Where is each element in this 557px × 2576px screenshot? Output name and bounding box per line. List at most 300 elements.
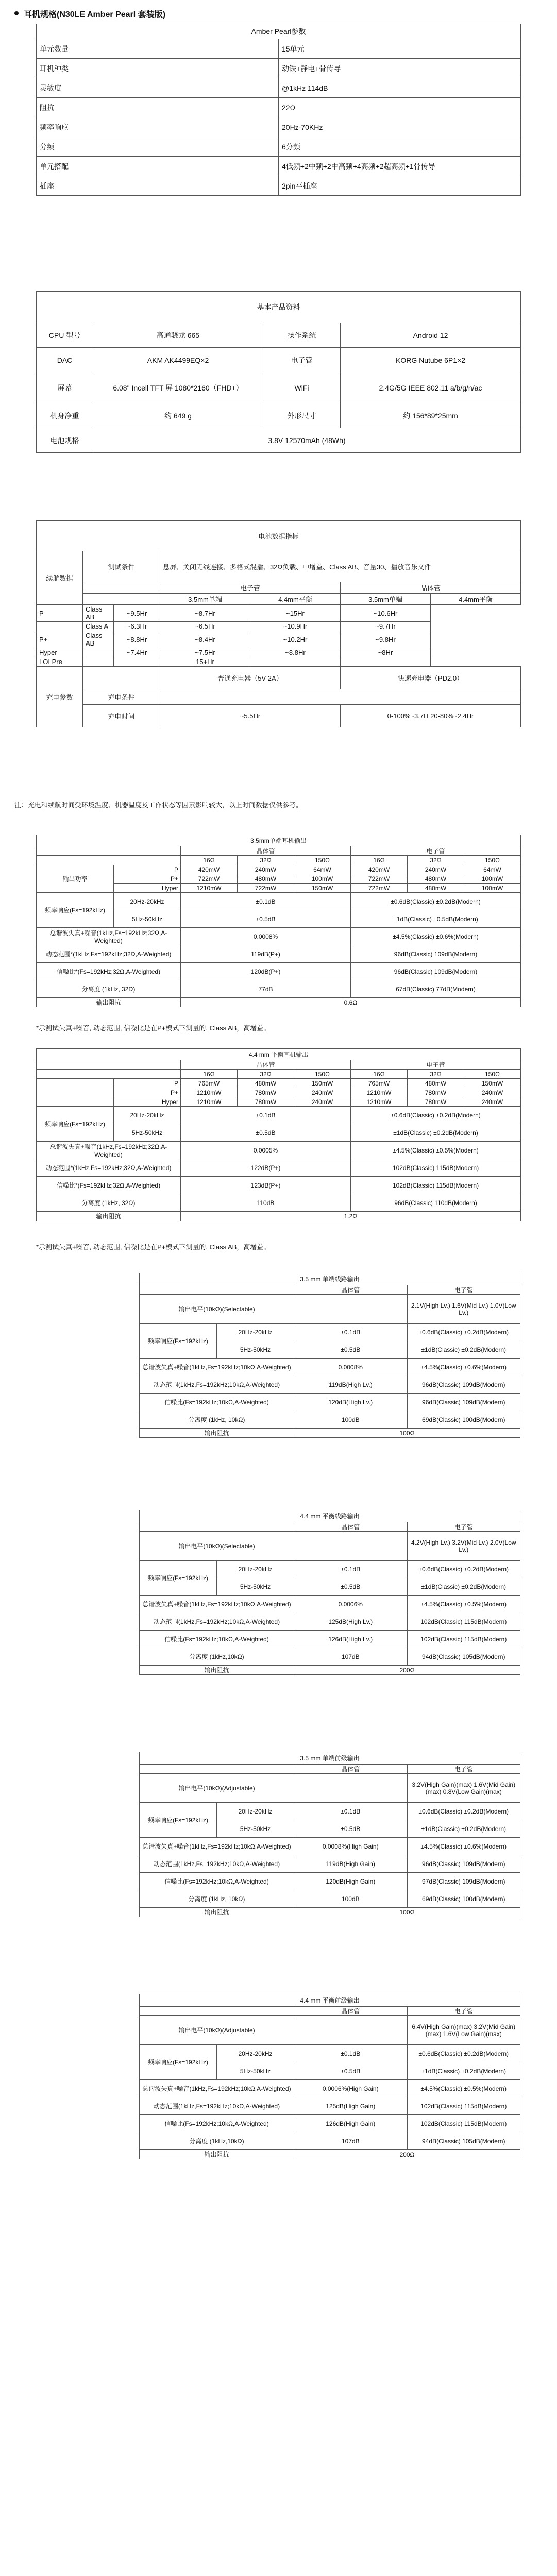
cell: 5Hz-50kHz: [217, 2062, 294, 2080]
cell: ~6.5Hr: [160, 622, 250, 631]
cell: 频率响应(Fs=192kHz): [140, 1561, 217, 1596]
cell: 100Ω: [294, 1908, 520, 1917]
cell: 125dB(High Lv.): [294, 1613, 408, 1631]
cell: 0.0008%: [181, 928, 351, 945]
cell: 780mW: [238, 1097, 294, 1107]
cell: 1210mW: [351, 1088, 408, 1097]
cell: 480mW: [408, 884, 464, 893]
page-header: [14, 7, 165, 20]
table-row: [37, 157, 521, 176]
cell: 64mW: [464, 865, 521, 874]
cell: ±0.5dB: [294, 2062, 408, 2080]
label: CPU 型号: [37, 323, 93, 348]
cell: 20Hz-20kHz: [114, 893, 181, 910]
cell: 240mW: [294, 1097, 351, 1107]
lo44-table: [139, 1510, 520, 1675]
cell: 动态范围*(1kHz,Fs=192kHz;32Ω,A-Weighted): [37, 1159, 181, 1177]
cell: 晶体管: [294, 1522, 408, 1532]
value: @1kHz 114dB: [279, 78, 521, 98]
cell: 电子管: [351, 1060, 521, 1070]
cell: 3.5mm单端耳机输出: [37, 835, 521, 846]
cell: 96dB(Classic) 109dB(Modern): [407, 1394, 520, 1411]
lo35-table: [139, 1273, 520, 1438]
cell: 765mW: [181, 1079, 238, 1088]
cell: 输出阻抗: [37, 1212, 181, 1221]
value: KORG Nutube 6P1×2: [341, 348, 521, 372]
cell: 16Ω: [181, 856, 238, 865]
cell: 总谐波失真+噪音(1kHz,Fs=192kHz;10kΩ,A-Weighted): [140, 1596, 294, 1613]
cell: 分离度 (1kHz, 32Ω): [37, 980, 181, 998]
cell: 110dB: [181, 1194, 351, 1212]
table-row: [37, 648, 521, 657]
cell: 晶体管: [294, 2007, 408, 2016]
cell: ~9.5Hr: [114, 605, 160, 622]
cell: 动态范围(1kHz,Fs=192kHz;10kΩ,A-Weighted): [140, 1855, 294, 1873]
value: 0-100%~3.7H 20-80%~2.4Hr: [341, 705, 521, 727]
cell: ±0.1dB: [294, 1803, 408, 1820]
cell: [294, 1532, 408, 1561]
cell: 722mW: [351, 884, 408, 893]
cell: 100mW: [294, 874, 351, 884]
cell: ±0.1dB: [294, 1324, 408, 1341]
label: 电池规格: [37, 428, 93, 453]
table-row: [37, 98, 521, 117]
cell: ±0.6dB(Classic) ±0.2dB(Modern): [407, 2045, 520, 2062]
cell: 150Ω: [294, 856, 351, 865]
label: 灵敏度: [37, 78, 279, 98]
label: 充电参数: [37, 667, 83, 727]
cell: 100dB: [294, 1890, 408, 1908]
cell: 输出电平(10kΩ)(Adjustable): [140, 1774, 294, 1803]
cell: ±0.6dB(Classic) ±0.2dB(Modern): [351, 1107, 521, 1124]
label: WiFi: [263, 372, 341, 403]
cell: 96dB(Classic) 109dB(Modern): [407, 1855, 520, 1873]
cell: ~8Hr: [341, 648, 431, 657]
cell: 分离度 (1kHz,10kΩ): [140, 2132, 294, 2150]
cell: 3.2V(High Gain)(max) 1.6V(Mid Gain)(max) 0.8V(Low Gain)(max): [407, 1774, 520, 1803]
table-row: [140, 1855, 520, 1873]
table-row: [140, 1429, 520, 1438]
cell: 6.4V(High Gain)(max) 3.2V(Mid Gain)(max) 1.6V(Low Gain)(max): [407, 2016, 520, 2045]
cell: [83, 648, 114, 657]
table-row: [140, 1648, 520, 1666]
cell: 94dB(Classic) 105dB(Modern): [407, 1648, 520, 1666]
table-row: [140, 1838, 520, 1855]
cell: 4.4 mm 平衡前级输出: [140, 1994, 520, 2007]
table-row: [37, 893, 521, 910]
cell: ±4.5%(Classic) ±0.6%(Modern): [407, 1838, 520, 1855]
table-row: [37, 1079, 521, 1088]
cell: 32Ω: [408, 856, 464, 865]
table-row: [140, 1376, 520, 1394]
cell: ±0.1dB: [294, 1561, 408, 1578]
table-row: [37, 1159, 521, 1177]
cell: 5Hz-50kHz: [114, 1124, 181, 1142]
table-row: [140, 1522, 520, 1532]
label: 屏幕: [37, 372, 93, 403]
table-row: [140, 1666, 520, 1675]
cell: 15+Hr: [160, 657, 250, 667]
cell: 频率响应(Fs=192kHz): [140, 1803, 217, 1838]
value: ~5.5Hr: [160, 705, 341, 727]
cell: 20Hz-20kHz: [217, 1324, 294, 1341]
table-row: [140, 2045, 520, 2062]
cell: 150mW: [294, 1079, 351, 1088]
cell: 1210mW: [181, 1088, 238, 1097]
cell: 240mW: [408, 865, 464, 874]
cell: ±1dB(Classic) ±0.2dB(Modern): [351, 1124, 521, 1142]
table-row: [140, 1613, 520, 1631]
cell: 780mW: [408, 1088, 464, 1097]
table-row: [140, 1273, 520, 1285]
cell: ±0.6dB(Classic) ±0.2dB(Modern): [351, 893, 521, 910]
label: 续航数据: [37, 551, 83, 605]
cell: 20Hz-20kHz: [217, 2045, 294, 2062]
cell: 96dB(Classic) 109dB(Modern): [351, 963, 521, 980]
cell: 119dB(P+): [181, 945, 351, 963]
cell: 96dB(Classic) 110dB(Modern): [351, 1194, 521, 1212]
value: 22Ω: [279, 98, 521, 117]
cell: Hyper: [37, 648, 83, 657]
cell: 总谐波失真+噪音(1kHz,Fs=192kHz;32Ω,A-Weighted): [37, 1142, 181, 1159]
label: 频率响应: [37, 117, 279, 137]
cell: 动态范围(1kHz,Fs=192kHz;10kΩ,A-Weighted): [140, 2097, 294, 2115]
cell: 0.0005%: [181, 1142, 351, 1159]
label: 电子管: [263, 348, 341, 372]
cell: 16Ω: [351, 1070, 408, 1079]
cell: ±4.5%(Classic) ±0.5%(Modern): [351, 1142, 521, 1159]
cell: ~7.5Hr: [160, 648, 250, 657]
value: 6.08" Incell TFT 屏 1080*2160（FHD+）: [93, 372, 263, 403]
table-row: [37, 998, 521, 1007]
cell: 200Ω: [294, 1666, 520, 1675]
cell: 480mW: [408, 874, 464, 884]
cell: 总谐波失真+噪音(1kHz,Fs=192kHz;10kΩ,A-Weighted): [140, 1838, 294, 1855]
value: 普通充电器（5V-2A）: [160, 667, 341, 689]
table-row: [37, 1107, 521, 1124]
table-row: [140, 1561, 520, 1578]
table-row: [140, 2150, 520, 2159]
cell: 晶体管: [294, 1765, 408, 1774]
cell: 126dB(High Gain): [294, 2115, 408, 2132]
table-row: [37, 856, 521, 865]
cell: 32Ω: [238, 856, 294, 865]
cell: 4.4 mm 平衡线路输出: [140, 1510, 520, 1522]
note: *示测试失真+噪音, 动态范围, 信噪比是在P+模式下测量的, Class AB，高增益。: [36, 1243, 271, 1251]
value: 2pin平插座: [279, 176, 521, 196]
cell: 输出电平(10kΩ)(Adjustable): [140, 2016, 294, 2045]
cell: 晶体管: [294, 1285, 408, 1295]
table-row: [37, 78, 521, 98]
value: 动铁+静电+骨传导: [279, 59, 521, 78]
cell: ~8.4Hr: [160, 631, 250, 648]
cell: 分离度 (1kHz, 10kΩ): [140, 1411, 294, 1429]
cell: 0.0008%(High Gain): [294, 1838, 408, 1855]
cell: 120dB(High Gain): [294, 1873, 408, 1890]
cell: 信噪比(Fs=192kHz;10kΩ,A-Weighted): [140, 1394, 294, 1411]
label: 单元数量: [37, 39, 279, 59]
cell: 240mW: [464, 1088, 521, 1097]
table-row: [140, 1994, 520, 2007]
label: 单元搭配: [37, 157, 279, 176]
cell: 动态范围(1kHz,Fs=192kHz;10kΩ,A-Weighted): [140, 1613, 294, 1631]
value: 15单元: [279, 39, 521, 59]
table-row: [37, 865, 521, 874]
table-row: [140, 1908, 520, 1917]
cell: 分离度 (1kHz,10kΩ): [140, 1648, 294, 1666]
cell: 电子管: [407, 1522, 520, 1532]
table-row: [140, 1411, 520, 1429]
cell: 102dB(Classic) 115dB(Modern): [351, 1159, 521, 1177]
value: 快速充电器（PD2.0）: [341, 667, 521, 689]
table-row: [140, 1285, 520, 1295]
cell: [37, 1070, 181, 1079]
cell: ~9.7Hr: [341, 622, 431, 631]
table-title: 电池数据指标: [37, 521, 521, 551]
cell: [37, 856, 181, 865]
table-row: [37, 963, 521, 980]
value: 3.8V 12570mAh (48Wh): [93, 428, 521, 453]
cell: 102dB(Classic) 115dB(Modern): [407, 2115, 520, 2132]
cell: 722mW: [238, 884, 294, 893]
cell: 97dB(Classic) 109dB(Modern): [407, 1873, 520, 1890]
table-row: [140, 1394, 520, 1411]
cell: ±0.6dB(Classic) ±0.2dB(Modern): [407, 1324, 520, 1341]
table-row: [140, 2080, 520, 2097]
table-row: [37, 117, 521, 137]
cell: Class AB: [83, 631, 114, 648]
cell: LOI Pre: [37, 657, 83, 667]
label: 测试条件: [83, 551, 160, 582]
cell: 电子管: [407, 1765, 520, 1774]
column-header: 4.4mm平衡: [250, 594, 341, 605]
table-row: [140, 1295, 520, 1324]
cell: P+: [114, 1088, 181, 1097]
note: 注：充电和续航时间受环境温度、机器温度及工作状态等因素影响较大，以上时间数据仅供参考。: [14, 801, 303, 809]
cell: ±1dB(Classic) ±0.2dB(Modern): [407, 1341, 520, 1359]
value: Android 12: [341, 323, 521, 348]
cell: Hyper: [114, 1097, 181, 1107]
cell: 107dB: [294, 2132, 408, 2150]
cell: 5Hz-50kHz: [114, 910, 181, 928]
table-row: [140, 1890, 520, 1908]
cell: ~8.7Hr: [160, 605, 250, 622]
table-row: [140, 1803, 520, 1820]
cell: 420mW: [181, 865, 238, 874]
cell: 5Hz-50kHz: [217, 1578, 294, 1596]
cell: 96dB(Classic) 109dB(Modern): [351, 945, 521, 963]
cell: P: [114, 1079, 181, 1088]
cell: ±0.1dB: [294, 2045, 408, 2062]
label: 外形尺寸: [263, 403, 341, 428]
cell: 输出阻抗: [140, 1666, 294, 1675]
cell: 信噪比*(Fs=192kHz;32Ω,A-Weighted): [37, 963, 181, 980]
cell: ±4.5%(Classic) ±0.5%(Modern): [407, 1596, 520, 1613]
table-row: [140, 2115, 520, 2132]
cell: 150Ω: [464, 856, 521, 865]
cell: 150Ω: [294, 1070, 351, 1079]
cell: ±1dB(Classic) ±0.5dB(Modern): [351, 910, 521, 928]
cell: 输出阻抗: [140, 2150, 294, 2159]
table-row: [37, 1212, 521, 1221]
column-header: 3.5mm单端: [341, 594, 431, 605]
group-label: 晶体管: [341, 582, 521, 594]
cell: 96dB(Classic) 109dB(Modern): [407, 1376, 520, 1394]
cell: 3.5 mm 单端线路输出: [140, 1273, 520, 1285]
cell: 晶体管: [181, 1060, 351, 1070]
ad35-table: [139, 1752, 520, 1917]
cell: 4.2V(High Lv.) 3.2V(Mid Lv.) 2.0V(Low Lv.): [407, 1532, 520, 1561]
cell: [294, 2016, 408, 2045]
cell: 102dB(Classic) 115dB(Modern): [407, 2097, 520, 2115]
cell: ±0.5dB: [294, 1820, 408, 1838]
cell: 102dB(Classic) 115dB(Modern): [407, 1631, 520, 1648]
cell: 2.1V(High Lv.) 1.6V(Mid Lv.) 1.0V(Low Lv.): [407, 1295, 520, 1324]
cell: ~8.8Hr: [114, 631, 160, 648]
basic-info-table: [36, 291, 521, 453]
table-row: [37, 928, 521, 945]
cell: 67dB(Classic) 77dB(Modern): [351, 980, 521, 998]
cell: 780mW: [408, 1097, 464, 1107]
cell: 总谐波失真+噪音(1kHz,Fs=192kHz;10kΩ,A-Weighted): [140, 2080, 294, 2097]
table-row: [37, 631, 521, 648]
label: 充电时间: [83, 705, 160, 727]
value: 高通骁龙 665: [93, 323, 263, 348]
group-label: 电子管: [160, 582, 341, 594]
cell: 1210mW: [351, 1097, 408, 1107]
cell: ±4.5%(Classic) ±0.6%(Modern): [351, 928, 521, 945]
cell: 480mW: [408, 1079, 464, 1088]
cell: 电子管: [407, 1285, 520, 1295]
battery-table: [36, 520, 521, 727]
cell: 32Ω: [238, 1070, 294, 1079]
cell: ±0.5dB: [294, 1341, 408, 1359]
cell: 信噪比(Fs=192kHz;10kΩ,A-Weighted): [140, 2115, 294, 2132]
table-row: [37, 39, 521, 59]
table-row: [37, 622, 521, 631]
table-row: [37, 176, 521, 196]
cell: [250, 657, 341, 667]
table-row: [140, 1324, 520, 1341]
cell: 20Hz-20kHz: [217, 1803, 294, 1820]
table-row: [140, 2097, 520, 2115]
cell: ±4.5%(Classic) ±0.6%(Modern): [407, 1359, 520, 1376]
table-row: [37, 1177, 521, 1194]
label: 耳机种类: [37, 59, 279, 78]
cell: [37, 846, 181, 856]
cell: ±0.5dB: [181, 910, 351, 928]
table-title: 基本产品资料: [37, 292, 521, 323]
value: 约 156*89*25mm: [341, 403, 521, 428]
value: 约 649 g: [93, 403, 263, 428]
cell: 输出阻抗: [140, 1429, 294, 1438]
bal44-table: [36, 1048, 521, 1221]
cell: P+: [114, 874, 181, 884]
cell: ±1dB(Classic) ±0.2dB(Modern): [407, 1820, 520, 1838]
cell: 119dB(High Lv.): [294, 1376, 408, 1394]
table-row: [37, 1070, 521, 1079]
cell: [37, 622, 83, 631]
table-row: [37, 657, 521, 667]
cell: Hyper: [114, 884, 181, 893]
table-row: [37, 137, 521, 157]
table-row: [140, 1631, 520, 1648]
table-row: [140, 1510, 520, 1522]
cell: 输出功率: [37, 865, 114, 893]
table-row: [37, 1194, 521, 1212]
cell: 输出电平(10kΩ)(Selectable): [140, 1295, 294, 1324]
cell: 16Ω: [181, 1070, 238, 1079]
cell: 5Hz-50kHz: [217, 1820, 294, 1838]
table-row: [37, 846, 521, 856]
table-row: [37, 980, 521, 998]
table-title: Amber Pearl参数: [37, 24, 521, 39]
cell: 1210mW: [181, 1097, 238, 1107]
cell: ±0.6dB(Classic) ±0.2dB(Modern): [407, 1561, 520, 1578]
cell: 20Hz-20kHz: [217, 1561, 294, 1578]
cell: 动态范围(1kHz,Fs=192kHz;10kΩ,A-Weighted): [140, 1376, 294, 1394]
cell: 信噪比(Fs=192kHz;10kΩ,A-Weighted): [140, 1631, 294, 1648]
note: *示测试失真+噪音, 动态范围, 信噪比是在P+模式下测量的, Class AB，高增益。: [36, 1024, 271, 1032]
cell: 102dB(Classic) 115dB(Modern): [407, 1613, 520, 1631]
cell: 69dB(Classic) 100dB(Modern): [407, 1411, 520, 1429]
cell: 输出阻抗: [37, 998, 181, 1007]
cell: 122dB(P+): [181, 1159, 351, 1177]
cell: 频率响应(Fs=192kHz): [140, 1324, 217, 1359]
cell: 722mW: [351, 874, 408, 884]
cell: 102dB(Classic) 115dB(Modern): [351, 1177, 521, 1194]
cell: 信噪比(Fs=192kHz;10kΩ,A-Weighted): [140, 1873, 294, 1890]
value: 20Hz-70KHz: [279, 117, 521, 137]
label: 机身净重: [37, 403, 93, 428]
cell: 100mW: [464, 884, 521, 893]
cell: [140, 1285, 294, 1295]
cell: 120dB(High Lv.): [294, 1394, 408, 1411]
cell: [37, 1079, 114, 1107]
cell: ±0.1dB: [181, 893, 351, 910]
cell: P: [37, 605, 83, 622]
cell: ~10.6Hr: [341, 605, 431, 622]
cell: ±1dB(Classic) ±0.2dB(Modern): [407, 1578, 520, 1596]
cell: 107dB: [294, 1648, 408, 1666]
table-row: [140, 1765, 520, 1774]
column-header: 4.4mm平衡: [431, 594, 521, 605]
value: 息屏、关闭无线连接、多格式混播、32Ω负载、中增益、Class AB、音量30、播放音乐文件: [160, 551, 521, 582]
cell: 分离度 (1kHz, 32Ω): [37, 1194, 181, 1212]
table-row: [140, 1774, 520, 1803]
cell: 240mW: [294, 1088, 351, 1097]
cell: ~8.8Hr: [250, 648, 341, 657]
label: 分频: [37, 137, 279, 157]
cell: 16Ω: [351, 856, 408, 865]
table-row: [140, 1359, 520, 1376]
cell: ±4.5%(Classic) ±0.5%(Modern): [407, 2080, 520, 2097]
cell: 分离度 (1kHz, 10kΩ): [140, 1890, 294, 1908]
cell: 119dB(High Gain): [294, 1855, 408, 1873]
cell: 240mW: [464, 1097, 521, 1107]
cell: 150Ω: [464, 1070, 521, 1079]
cell: 0.0006%(High Gain): [294, 2080, 408, 2097]
cell: ±0.5dB: [181, 1124, 351, 1142]
bullet-icon: [14, 11, 19, 15]
table-row: [37, 605, 521, 622]
table-row: [140, 1752, 520, 1765]
table-row: [37, 1049, 521, 1060]
cell: 频率响应(Fs=192kHz): [140, 2045, 217, 2080]
cell: 20Hz-20kHz: [114, 1107, 181, 1124]
cell: 输出电平(10kΩ)(Selectable): [140, 1532, 294, 1561]
cell: 126dB(High Lv.): [294, 1631, 408, 1648]
